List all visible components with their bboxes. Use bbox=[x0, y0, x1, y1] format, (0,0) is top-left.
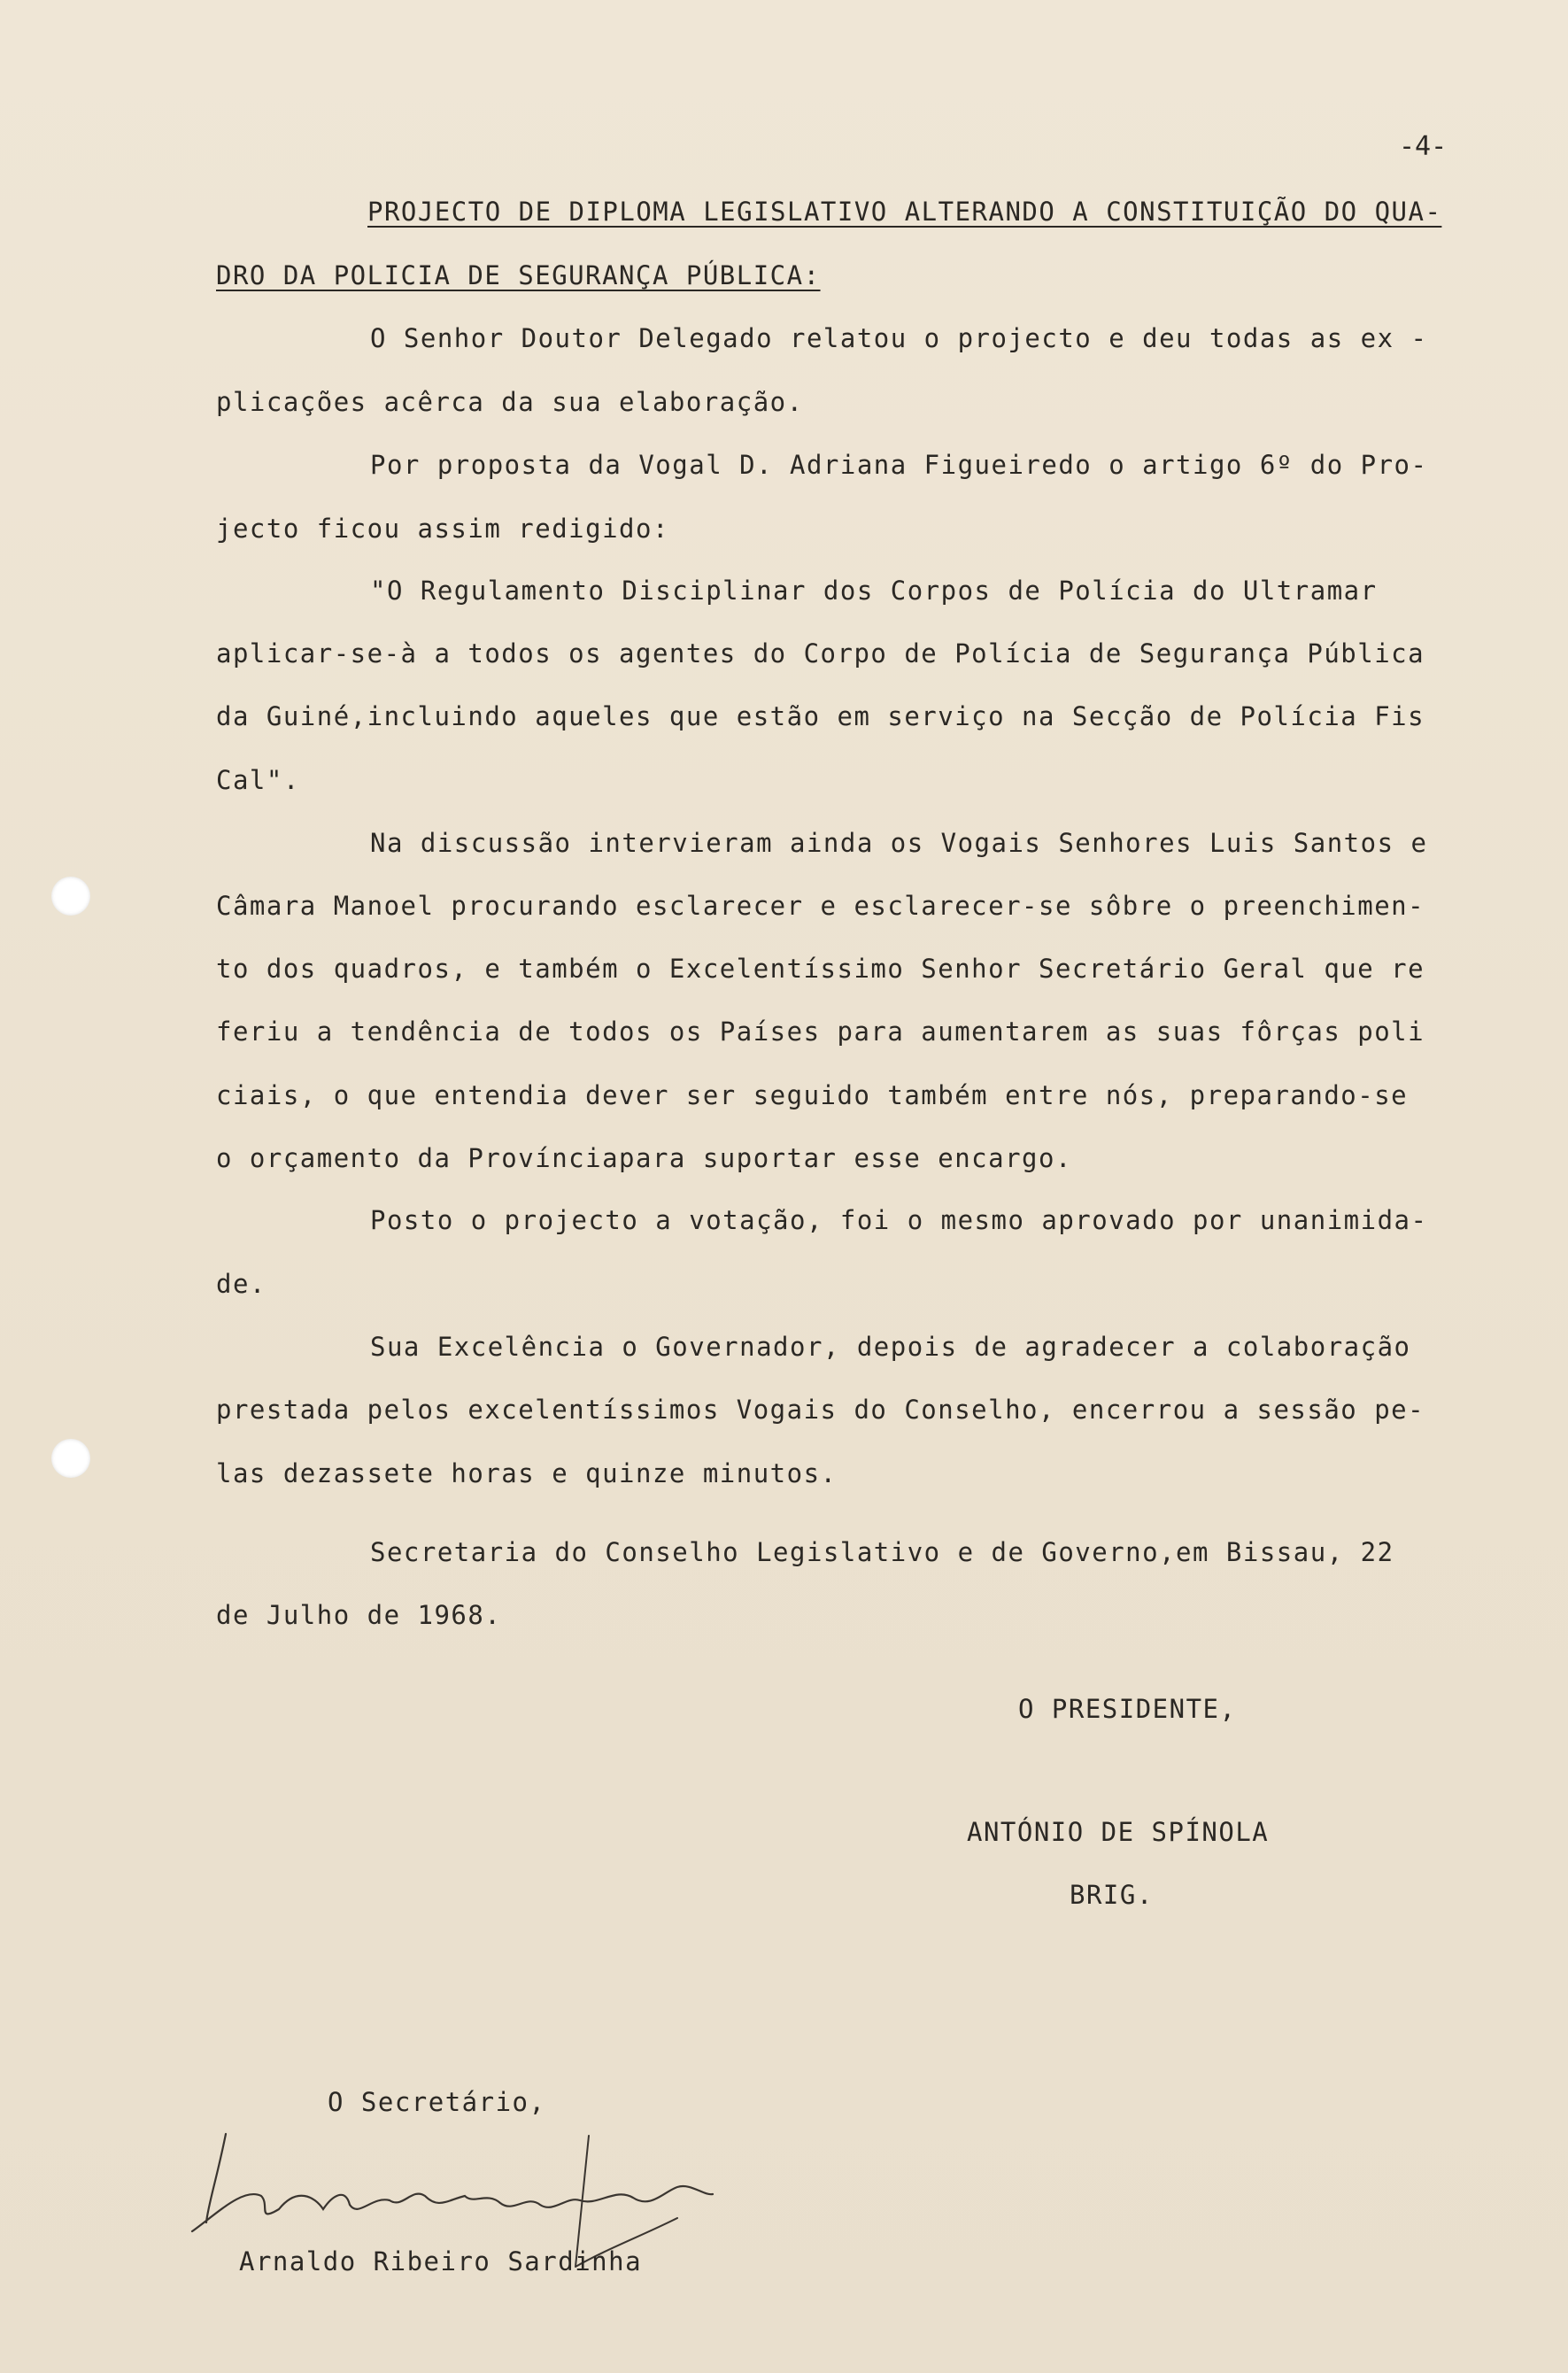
paragraph-4-line-3: to dos quadros, e também o Excelentíssimo Senhor Secretário Geral que re bbox=[216, 954, 1425, 984]
secretary-name: Arnaldo Ribeiro Sardinha bbox=[239, 2246, 643, 2276]
title-line-2: DRO DA POLICIA DE SEGURANÇA PÚBLICA: bbox=[216, 260, 821, 290]
paragraph-2-line-1: Por proposta da Vogal D. Adriana Figueiredo o artigo 6º do Pro- bbox=[370, 450, 1428, 480]
president-name: ANTÓNIO DE SPÍNOLA bbox=[967, 1817, 1270, 1847]
paragraph-3-line-1: "O Regulamento Disciplinar dos Corpos de Polícia do Ultramar bbox=[370, 576, 1378, 606]
paragraph-6-line-3: las dezassete horas e quinze minutos. bbox=[216, 1458, 838, 1488]
paragraph-3-line-4: Cal". bbox=[216, 765, 300, 795]
paragraph-3-line-2: aplicar-se-à a todos os agentes do Corpo de Polícia de Segurança Pública bbox=[216, 638, 1425, 669]
paragraph-1-line-2: plicações acêrca da sua elaboração. bbox=[216, 387, 804, 417]
paragraph-5-line-2: de. bbox=[216, 1269, 266, 1299]
paragraph-7-line-1: Secretaria do Conselho Legislativo e de Governo,em Bissau, 22 bbox=[370, 1537, 1394, 1567]
paragraph-5-line-1: Posto o projecto a votação, foi o mesmo aprovado por unanimida- bbox=[370, 1205, 1428, 1235]
president-label: O PRESIDENTE, bbox=[1018, 1694, 1237, 1724]
paragraph-4-line-5: ciais, o que entendia dever ser seguido também entre nós, preparando-se bbox=[216, 1080, 1409, 1110]
paragraph-7-line-2: de Julho de 1968. bbox=[216, 1600, 502, 1630]
paragraph-6-line-1: Sua Excelência o Governador, depois de agradecer a colaboração bbox=[370, 1332, 1411, 1362]
paragraph-4-line-1: Na discussão intervieram ainda os Vogais Senhores Luis Santos e bbox=[370, 828, 1428, 858]
paragraph-4-line-4: feriu a tendência de todos os Países para aumentarem as suas fôrças poli bbox=[216, 1016, 1425, 1047]
paragraph-2-line-2: jecto ficou assim redigido: bbox=[216, 514, 669, 544]
paragraph-4-line-6: o orçamento da Provínciapara suportar esse encargo. bbox=[216, 1143, 1072, 1173]
punch-hole-bottom bbox=[51, 1439, 90, 1478]
secretary-label: O Secretário, bbox=[328, 2087, 546, 2117]
paragraph-1-line-1: O Senhor Doutor Delegado relatou o projecto e deu todas as ex - bbox=[370, 323, 1428, 353]
president-rank: BRIG. bbox=[1070, 1880, 1154, 1910]
page-number: -4- bbox=[1399, 131, 1448, 162]
punch-hole-top bbox=[51, 877, 90, 916]
paragraph-3-line-3: da Guiné,incluindo aqueles que estão em serviço na Secção de Polícia Fis bbox=[216, 701, 1425, 731]
paragraph-6-line-2: prestada pelos excelentíssimos Vogais do Conselho, encerrou a sessão pe- bbox=[216, 1395, 1425, 1425]
title-line-1: PROJECTO DE DIPLOMA LEGISLATIVO ALTERANDO A CONSTITUIÇÃO DO QUA- bbox=[367, 197, 1442, 227]
paragraph-4-line-2: Câmara Manoel procurando esclarecer e esclarecer-se sôbre o preenchimen- bbox=[216, 891, 1425, 921]
